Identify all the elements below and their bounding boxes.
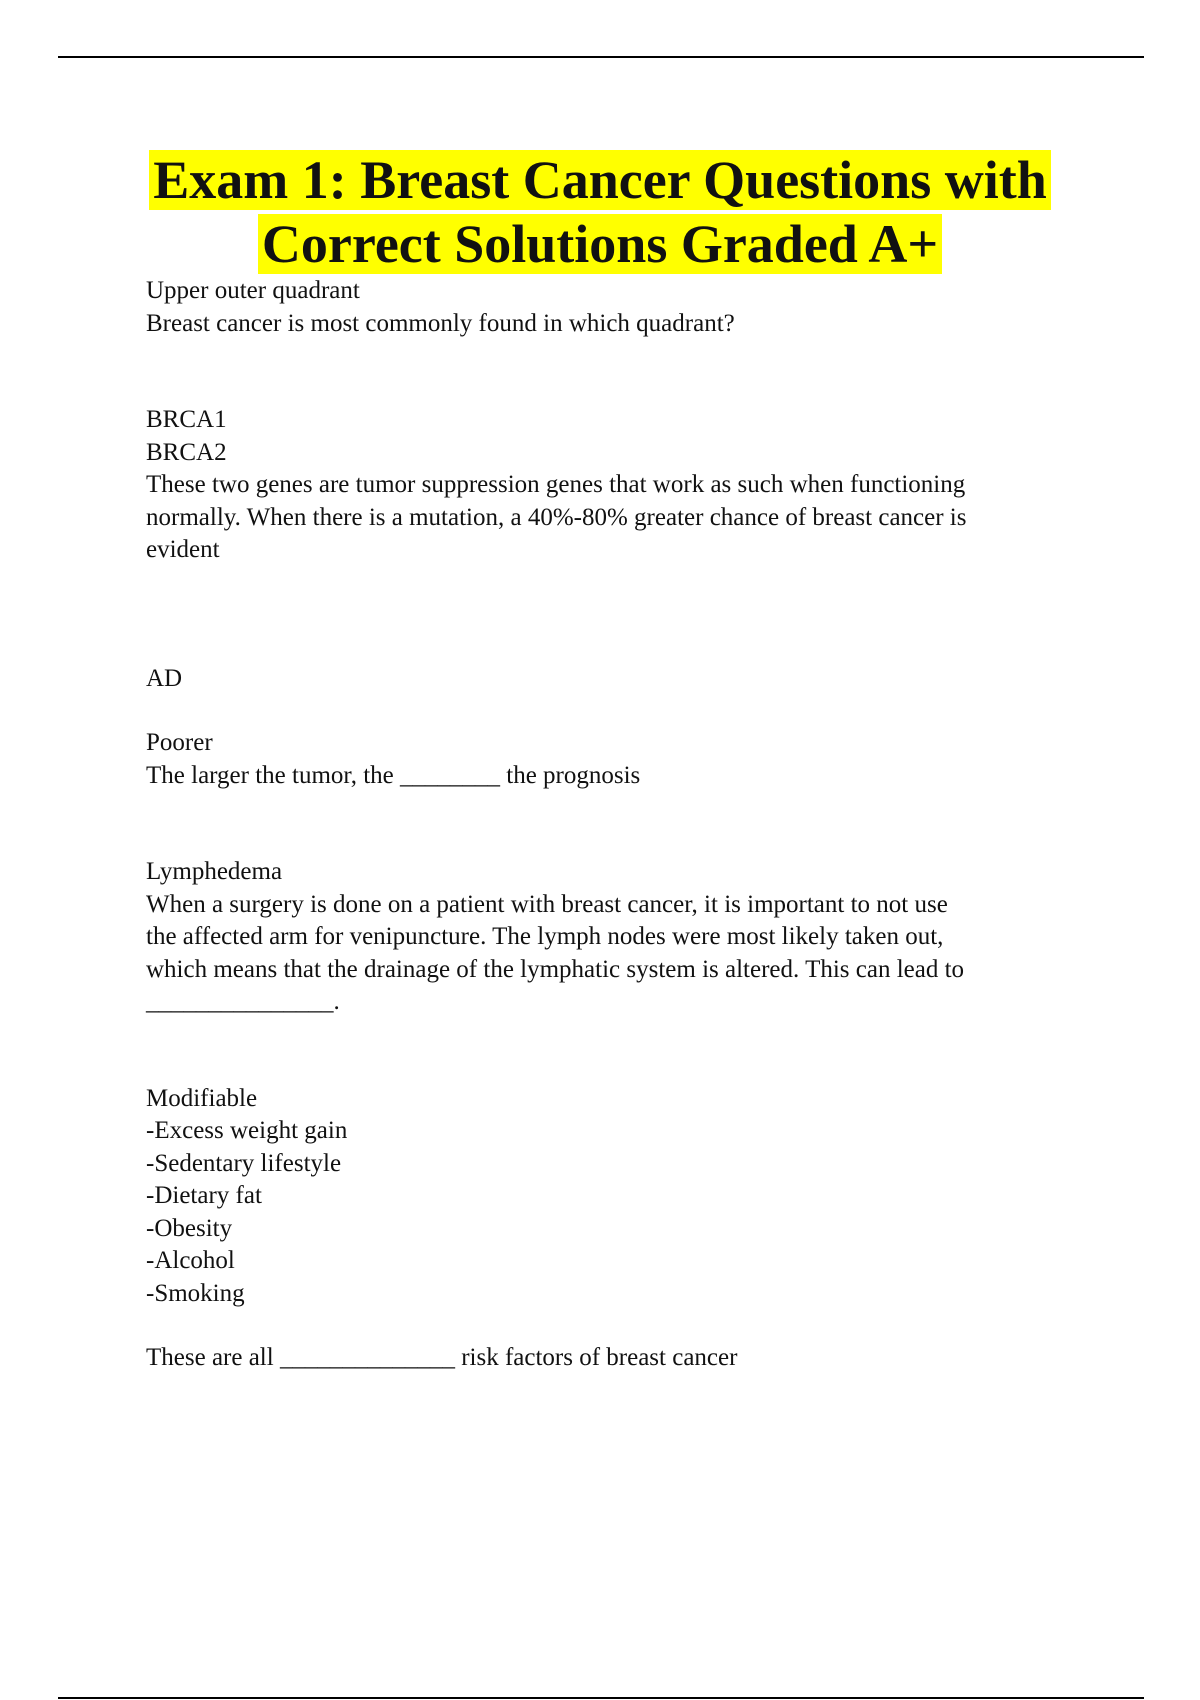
answer-text: BRCA2 — [146, 438, 227, 466]
document-body — [146, 275, 1096, 1375]
qa-card-5 — [146, 856, 1096, 1019]
qa-card-4 — [146, 727, 1096, 792]
title-line-2: Correct Solutions Graded A+ — [258, 214, 942, 274]
question-text: normally. When there is a mutation, a 40%-80% greater chance of breast cancer is — [146, 503, 967, 531]
question-text: _______________. — [146, 988, 340, 1015]
answer-text: BRCA1 — [146, 406, 227, 433]
question-text: evident — [146, 536, 220, 563]
qa-card-2 — [146, 404, 1096, 567]
document-title — [60, 148, 1140, 276]
question-text: When a surgery is done on a patient with breast cancer, it is important to not use — [146, 890, 948, 918]
list-item: -Sedentary lifestyle — [146, 1149, 342, 1177]
title-line-1: Exam 1: Breast Cancer Questions with — [149, 150, 1050, 210]
answer-text: Upper outer quadrant — [146, 277, 360, 304]
answer-text: Lymphedema — [146, 858, 283, 885]
question-text: which means that the drainage of the lymphatic system is altered. This can lead to — [146, 955, 965, 983]
question-text: Breast cancer is most commonly found in which quadrant? — [146, 309, 735, 337]
list-item: -Dietary fat — [146, 1182, 262, 1209]
qa-card-6 — [146, 1083, 1096, 1375]
list-item: -Smoking — [146, 1279, 245, 1307]
header-rule — [58, 56, 1144, 58]
answer-heading: Modifiable — [146, 1084, 258, 1112]
footer-rule — [58, 1697, 1144, 1699]
question-text: The larger the tumor, the ________ the prognosis — [146, 761, 641, 789]
question-text: the affected arm for venipuncture. The lymph nodes were most likely taken out, — [146, 923, 944, 950]
answer-text: AD — [146, 664, 183, 692]
answer-text: Poorer — [146, 729, 213, 756]
list-item: -Alcohol — [146, 1247, 235, 1274]
question-text: These two genes are tumor suppression genes that work as such when functioning — [146, 471, 966, 498]
list-item: -Excess weight gain — [146, 1117, 348, 1144]
list-item: -Obesity — [146, 1214, 233, 1242]
qa-card-3 — [146, 663, 1096, 696]
question-text: These are all ______________ risk factors of breast cancer — [146, 1344, 738, 1371]
qa-card-1 — [146, 275, 1096, 340]
